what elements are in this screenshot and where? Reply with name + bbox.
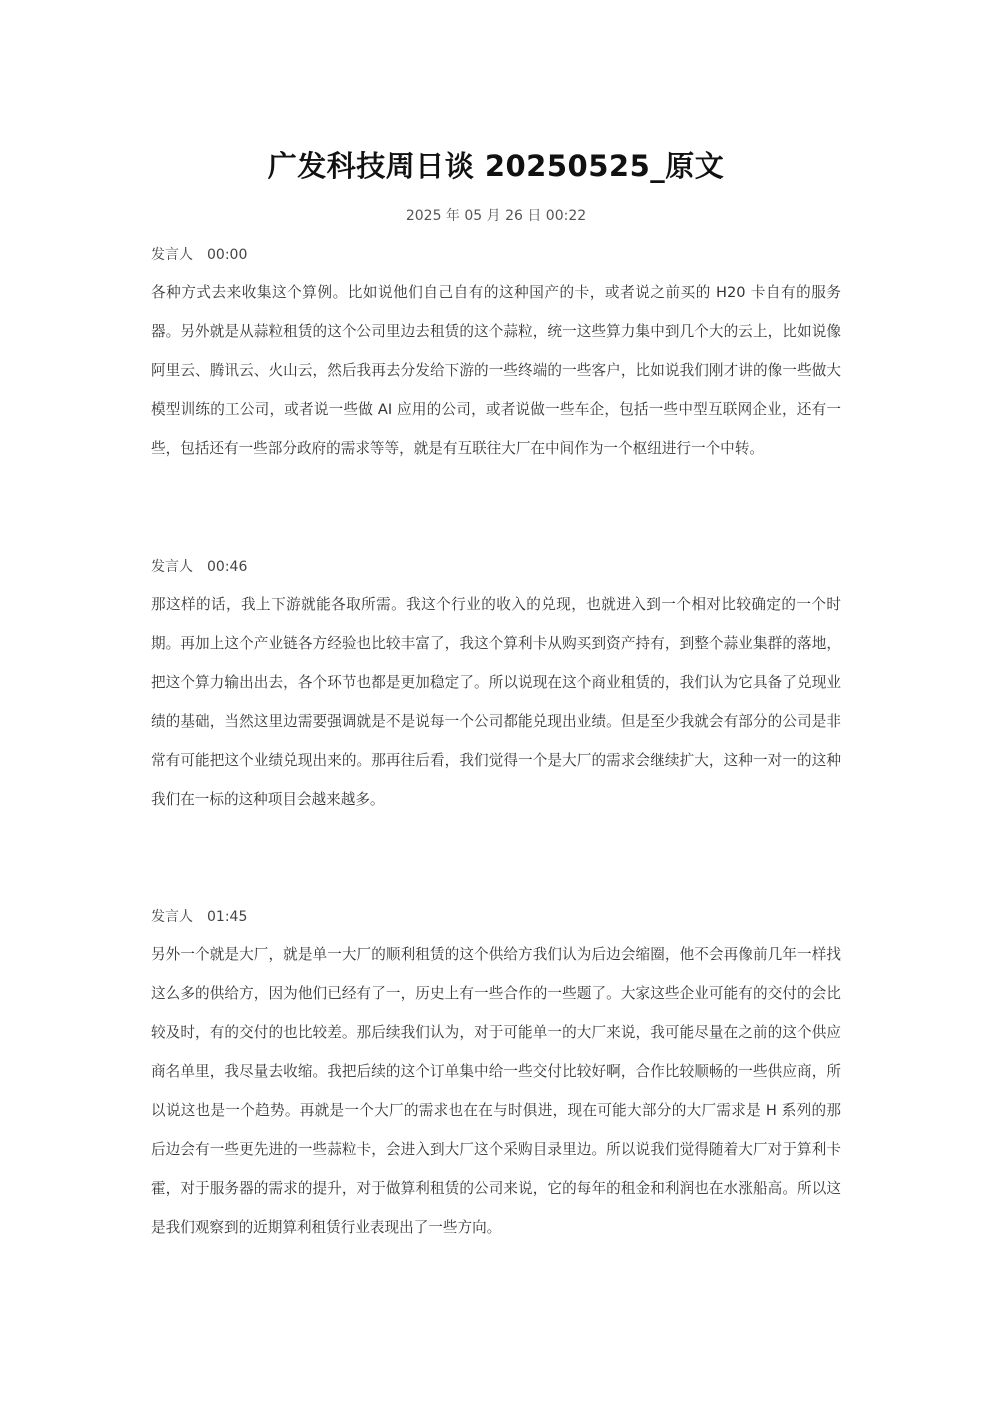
speaker-name: 发言人 xyxy=(151,909,193,925)
transcript-paragraph: 那这样的话，我上下游就能各取所需。我这个行业的收入的兑现，也就进入到一个相对比较确定的一个时期。再加上这个产业链各方经验也比较丰富了，我这个算利卡从购买到资产持有，到整个蒜业集群的落地，把这个算力输出出去，各个环节也都是更加稳定了。所以说现在这个商业租赁的，我们认为它具备了兑现业绩的基础，当然这里边需要强调就是不是说每一个公司都能兑现出业绩。但是至少我就会有部分的公司是非常有可能把这个业绩兑现出来的。那再往后看，我们觉得一个是大厂的需求会继续扩大，这种一对一的这种我们在一标的这种项目会越来越多。 xyxy=(151,596,841,808)
speaker-name: 发言人 xyxy=(151,247,193,263)
document-title: 广发科技周日谈 20250525_原文 xyxy=(267,149,725,183)
transcript-section xyxy=(151,555,841,819)
speaker-line xyxy=(151,905,841,929)
transcript-section xyxy=(151,243,841,468)
timestamp: 00:46 xyxy=(207,559,248,575)
transcript-section xyxy=(151,905,841,1247)
speaker-line xyxy=(151,243,841,267)
speaker-name: 发言人 xyxy=(151,559,193,575)
transcript-paragraph: 各种方式去来收集这个算例。比如说他们自己自有的这种国产的卡，或者说之前买的 H20 卡自有的服务器。另外就是从蒜粒租赁的这个公司里边去租赁的这个蒜粒，统一这些算力集中到几个大的云上，比如说像阿里云、腾讯云、火山云，然后我再去分发给下游的一些终端的一些客户，比如说我们刚才讲的像一些做大模型训练的工公司，或者说一些做 AI 应用的公司，或者说做一些车企，包括一些中型互联网企业，还有一些，包括还有一些部分政府的需求等等，就是有互联往大厂在中间作为一个枢纽进行一个中转。 xyxy=(151,284,841,457)
document-date: 2025 年 05 月 26 日 00:22 xyxy=(405,208,587,224)
transcript-paragraph: 另外一个就是大厂，就是单一大厂的顺利租赁的这个供给方我们认为后边会缩圈，他不会再像前几年一样找这么多的供给方，因为他们已经有了一，历史上有一些合作的一些题了。大家这些企业可能有的交付的会比较及时，有的交付的也比较差。那后续我们认为，对于可能单一的大厂来说，我可能尽量在之前的这个供应商名单里，我尽量去收缩。我把后续的这个订单集中给一些交付比较好啊，合作比较顺畅的一些供应商，所以说这也是一个趋势。再就是一个大厂的需求也在在与时俱进，现在可能大部分的大厂需求是 H 系列的那后边会有一些更先进的一些蒜粒卡，会进入到大厂这个采购目录里边。所以说我们觉得随着大厂对于算利卡霍，对于服务器的需求的提升，对于做算利租赁的公司来说，它的每年的租金和利润也在水涨船高。所以这是我们观察到的近期算利租赁行业表现出了一些方向。 xyxy=(151,946,841,1236)
timestamp: 01:45 xyxy=(207,909,248,925)
timestamp: 00:00 xyxy=(207,247,248,263)
speaker-line xyxy=(151,555,841,579)
